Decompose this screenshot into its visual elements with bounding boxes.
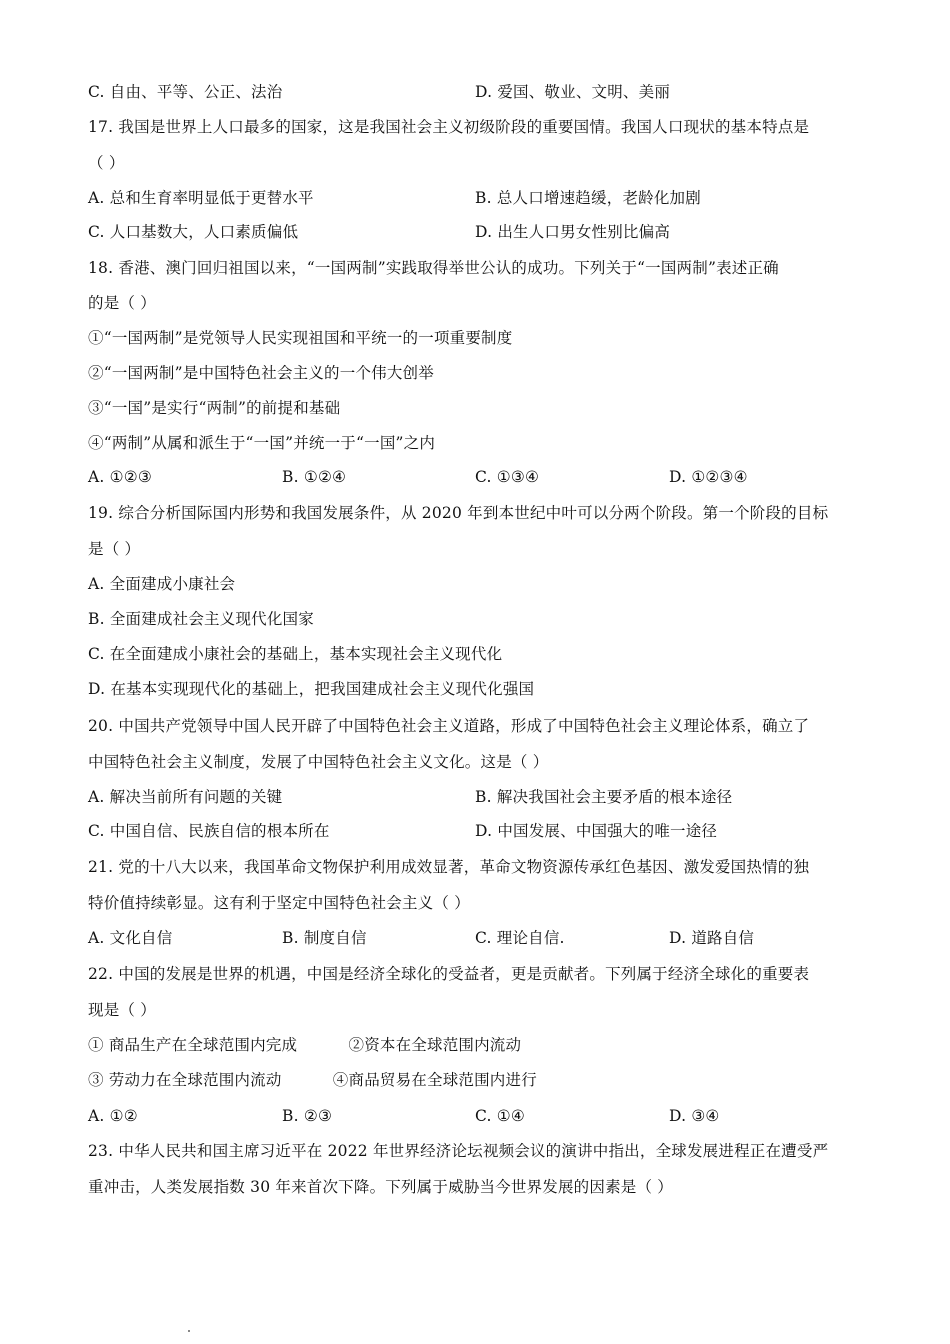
q20-stem-line1: 20. 中国共产党领导中国人民开辟了中国特色社会主义道路，形成了中国特色社会主义理论体系，确立了 [88,717,810,735]
q18-statement-3: ③“一国”是实行“两制”的前提和基础 [88,399,341,417]
q18-statement-2: ②“一国两制”是中国特色社会主义的一个伟大创举 [88,364,434,382]
q18-option-a: A. ①②③ [88,468,152,486]
q21-stem-line1: 21. 党的十八大以来，我国革命文物保护利用成效显著，革命文物资源传承红色基因、激发爱国热情的独 [88,858,810,876]
q22-statements-3-4: ③ 劳动力在全球范围内流动 ④商品贸易在全球范围内进行 [88,1071,537,1089]
q19-option-c: C. 在全面建成小康社会的基础上，基本实现社会主义现代化 [88,645,503,663]
q18-option-c: C. ①③④ [475,468,540,486]
q22-option-c: C. ①④ [475,1107,525,1125]
q20-option-d: D. 中国发展、中国强大的唯一途径 [475,822,718,840]
q17-option-c: C. 人口基数大，人口素质偏低 [88,223,299,241]
q19-option-b: B. 全面建成社会主义现代化国家 [88,610,314,628]
q19-option-d: D. 在基本实现现代化的基础上，把我国建成社会主义现代化强国 [88,680,535,698]
q19-stem-line1: 19. 综合分析国际国内形势和我国发展条件，从 2020 年到本世纪中叶可以分两个阶段。第一个阶段的目标 [88,504,829,522]
q22-option-a: A. ①② [88,1107,138,1125]
q18-statement-1: ①“一国两制”是党领导人民实现祖国和平统一的一项重要制度 [88,329,513,347]
q22-option-b: B. ②③ [282,1107,333,1125]
q22-option-d: D. ③④ [669,1107,720,1125]
q16-option-c: C. 自由、平等、公正、法治 [88,83,283,101]
q17-option-a: A. 总和生育率明显低于更替水平 [88,189,314,207]
q17-option-b: B. 总人口增速趋缓，老龄化加剧 [475,189,701,207]
q18-stem-line2: 的是（ ） [88,294,156,312]
q20-option-c: C. 中国自信、民族自信的根本所在 [88,822,330,840]
q17-option-d: D. 出生人口男女性别比偏高 [475,223,671,241]
q20-option-a: A. 解决当前所有问题的关键 [88,788,283,806]
q21-option-b: B. 制度自信 [282,929,367,947]
q18-statement-4: ④“两制”从属和派生于“一国”并统一于“一国”之内 [88,434,436,452]
q22-stem-line2: 现是（ ） [88,1001,156,1019]
q19-stem-line2: 是（ ） [88,540,141,558]
q20-stem-line2: 中国特色社会主义制度，发展了中国特色社会主义文化。这是（ ） [88,753,549,771]
q21-option-c: C. 理论自信. [475,929,565,947]
q23-stem-line2: 重冲击，人类发展指数 30 年来首次下降。下列属于威胁当今世界发展的因素是（ ） [88,1178,674,1196]
q20-option-b: B. 解决我国社会主要矛盾的根本途径 [475,788,733,806]
q22-stem-line1: 22. 中国的发展是世界的机遇，中国是经济全球化的受益者，更是贡献者。下列属于经济全球化的重要表 [88,965,810,983]
q23-stem-line1: 23. 中华人民共和国主席习近平在 2022 年世界经济论坛视频会议的演讲中指出，全球发展进程正在遭受严 [88,1142,829,1160]
q19-option-a: A. 全面建成小康社会 [88,575,236,593]
q18-stem-line1: 18. 香港、澳门回归祖国以来，“一国两制”实践取得举世公认的成功。下列关于“一国两制”表述正确 [88,259,779,277]
scan-speck [188,1330,190,1332]
q22-statements-1-2: ① 商品生产在全球范围内完成 ②资本在全球范围内流动 [88,1036,522,1054]
q16-option-d: D. 爱国、敬业、文明、美丽 [475,83,671,101]
q21-stem-line2: 特价值持续彰显。这有利于坚定中国特色社会主义（ ） [88,894,470,912]
q17-stem-line1: 17. 我国是世界上人口最多的国家，这是我国社会主义初级阶段的重要国情。我国人口现状的基本特点是 [88,118,810,136]
q18-option-d: D. ①②③④ [669,468,748,486]
q21-option-a: A. 文化自信 [88,929,173,947]
q21-option-d: D. 道路自信 [669,929,755,947]
q18-option-b: B. ①②④ [282,468,347,486]
q17-stem-line2: （ ） [88,154,125,172]
